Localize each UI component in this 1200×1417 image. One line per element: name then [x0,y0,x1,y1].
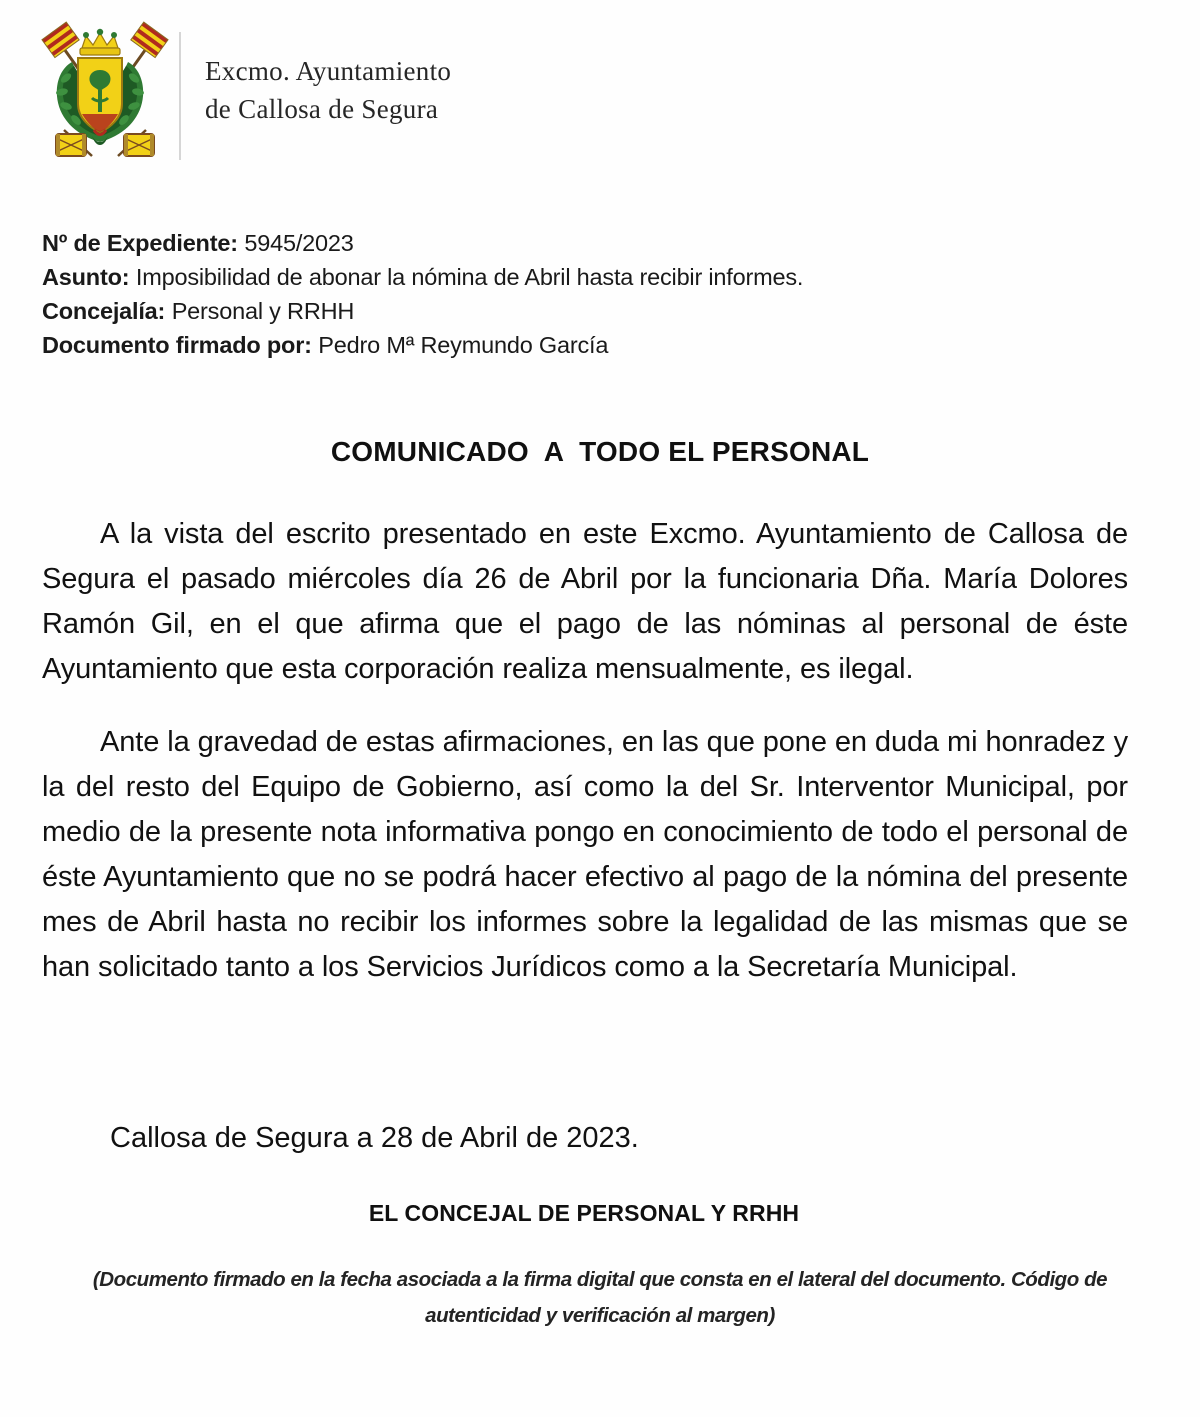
date-line: Callosa de Segura a 28 de Abril de 2023. [110,1122,639,1154]
firmado-por-label: Documento firmado por: [42,332,312,358]
body-paragraph-1: A la vista del escrito presentado en este Excmo. Ayuntamiento de Callosa de Segura el pasado miércoles día 26 de Abril por la funcionaria Dña. María Dolores Ramón Gil, en el que afirma que el pago de las nóminas al personal de éste Ayuntamiento que esta corporación realiza mensualmente, es ilegal. [42,518,1128,685]
asunto-label: Asunto: [42,264,130,290]
concejalia-label: Concejalía: [42,298,166,324]
expediente-value: 5945/2023 [244,230,354,256]
letterhead-title [205,52,451,128]
body-paragraph-2: Ante la gravedad de estas afirmaciones, en las que pone en duda mi honradez y la del resto del Equipo de Gobierno, así como la del Sr. Interventor Municipal, por medio de la presente nota informativa pongo en conocimiento de todo el personal de éste Ayuntamiento que no se podrá hacer efectivo al pago de la nómina del presente mes de Abril hasta no recibir los informes sobre la legalidad de las mismas que se han solicitado tanto a los Servicios Jurídicos como a la Secretaría Municipal. [42,726,1128,983]
page-title: COMUNICADO A TODO EL PERSONAL [330,436,870,467]
footer-note-line-1: (Documento firmado en la fecha asociada a la firma digital que consta en el lateral del documento. Código de [92,1268,1108,1291]
metadata-row-concejalia [42,294,1142,328]
letterhead-line-2: de Callosa de Segura [205,94,439,124]
coat-of-arms-icon [30,18,180,178]
metadata-row-firmado-por [42,328,1142,362]
vertical-divider-icon [179,32,181,160]
firmado-por-value: Pedro Mª Reymundo García [318,332,609,358]
concejalia-value: Personal y RRHH [171,298,355,324]
metadata-row-expediente [42,226,1142,260]
footer-note [60,1262,1140,1334]
letterhead [0,0,1200,200]
metadata-row-asunto [42,260,1142,294]
signature-heading: EL CONCEJAL DE PERSONAL Y RRHH [368,1200,800,1226]
document-body [42,512,1128,990]
letterhead-line-1: Excmo. Ayuntamiento [205,56,452,86]
expediente-label: Nº de Expediente: [42,230,238,256]
footer-note-line-2: autenticidad y verificación al margen) [425,1304,775,1327]
asunto-value: Imposibilidad de abonar la nómina de Abril hasta recibir informes. [135,264,804,290]
document-metadata [42,226,1142,362]
